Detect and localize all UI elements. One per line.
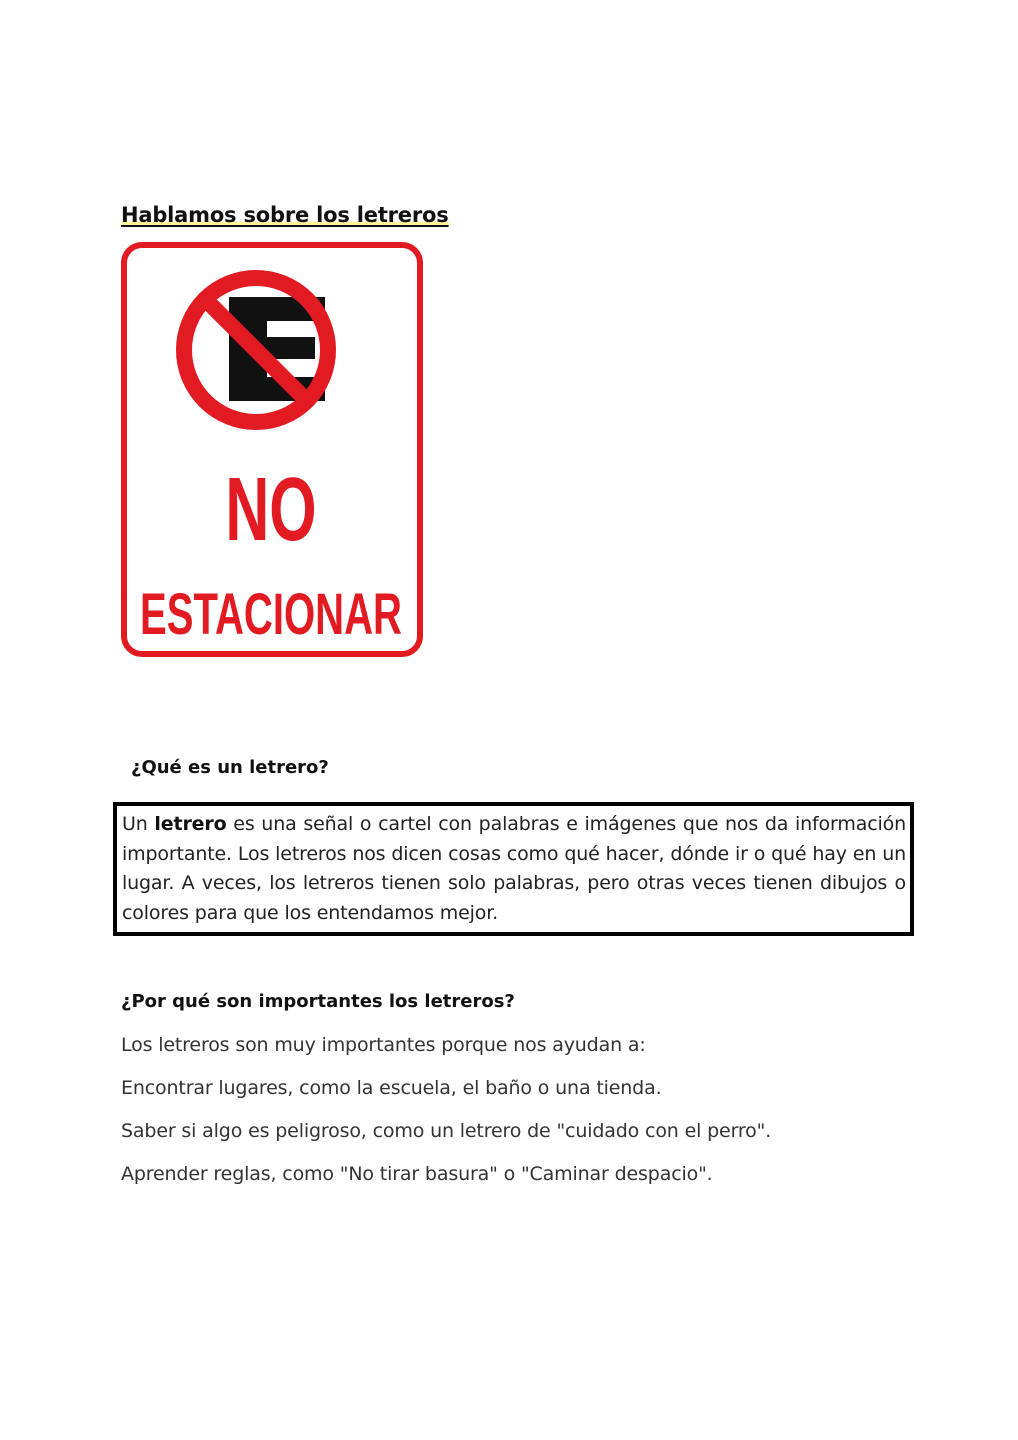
no-parking-sign — [121, 242, 423, 657]
definition-keyword: letrero — [154, 813, 227, 835]
definition-box — [113, 802, 914, 936]
page-title: Hablamos sobre los letreros — [121, 203, 449, 227]
importance-item-places: Encontrar lugares, como la escuela, el baño o una tienda. — [121, 1077, 662, 1099]
no-parking-sign-graphic — [121, 242, 423, 657]
sign-line-no: NO — [225, 460, 317, 560]
question-why-important: ¿Por qué son importantes los letreros? — [121, 991, 515, 1012]
definition-text-start: Un — [122, 813, 155, 835]
importance-intro: Los letreros son muy importantes porque nos ayudan a: — [121, 1034, 646, 1056]
sign-line-estacionar: ESTACIONAR — [140, 582, 402, 647]
question-what-is-sign: ¿Qué es un letrero? — [131, 757, 329, 778]
definition-text-rest: es una señal o cartel con palabras e imágenes que nos da información importante. Los letreros nos dicen cosas como qué hacer, dónde ir o qué hay en un lugar. A veces, los letreros tienen solo palabras, pero otras veces tienen dibujos o colores para que los entendamos mejor. — [122, 813, 907, 924]
importance-item-danger: Saber si algo es peligroso, como un letrero de "cuidado con el perro". — [121, 1120, 772, 1142]
importance-item-rules: Aprender reglas, como "No tirar basura" o "Caminar despacio". — [121, 1163, 713, 1185]
